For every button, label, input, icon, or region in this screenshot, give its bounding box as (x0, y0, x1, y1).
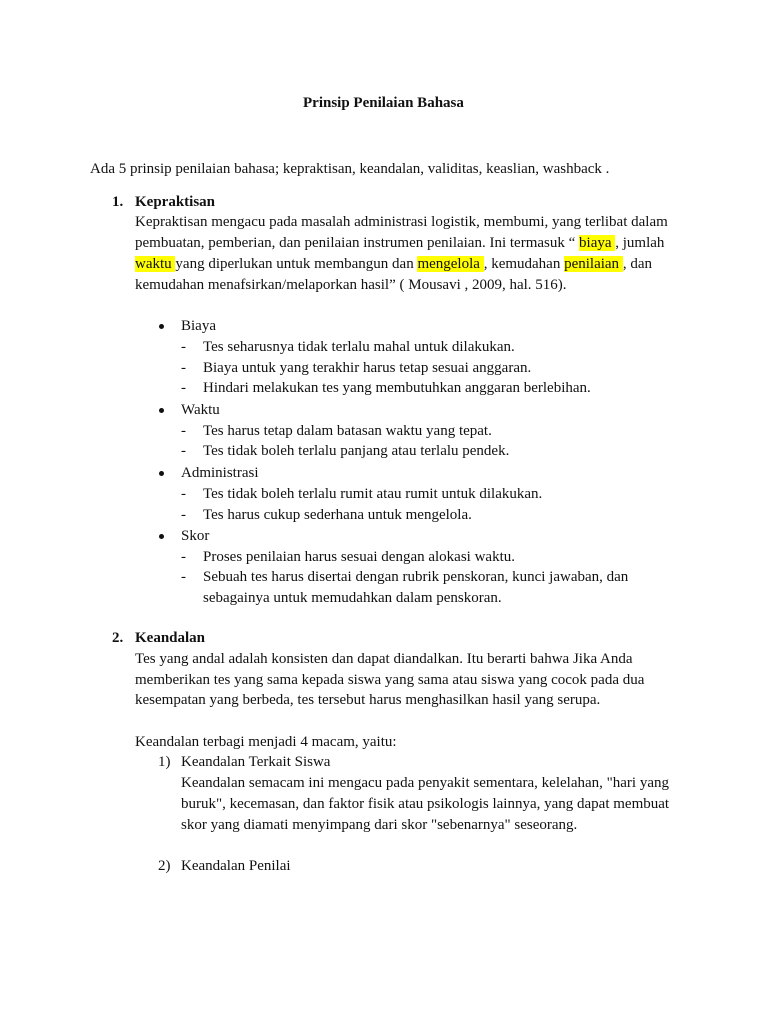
list-item: Hindari melakukan tes yang membutuhkan anggaran berlebihan. (203, 380, 591, 396)
dash-marker: - (181, 549, 186, 565)
highlight-biaya: biaya (579, 235, 616, 251)
list-item: Sebuah tes harus disertai dengan rubrik penskoran, kunci jawaban, dan (203, 569, 629, 585)
dash-marker: - (181, 486, 186, 502)
section-2-subintro: Keandalan terbagi menjadi 4 macam, yaitu: (135, 734, 397, 750)
list-item: Tes seharusnya tidak terlalu mahal untuk dilakukan. (203, 339, 515, 355)
subitem-paragraph-line: Keandalan semacam ini mengacu pada penyakit sementara, kelelahan, "hari yang (181, 775, 669, 791)
dash-marker: - (181, 507, 186, 523)
list-item: Tes tidak boleh terlalu panjang atau terlalu pendek. (203, 443, 510, 459)
section-1-paragraph-line: kemudahan menafsirkan/melaporkan hasil” ( Mousavi , 2009, hal. 516). (135, 277, 567, 293)
list-item: Biaya untuk yang terakhir harus tetap sesuai anggaran. (203, 360, 532, 376)
subitem-title: Keandalan Penilai (181, 858, 291, 874)
section-1-paragraph-line (135, 233, 664, 253)
subitem-number: 1) (158, 754, 171, 770)
text-run: yang diperlukan untuk membangun dan (175, 256, 418, 272)
bullet-icon (159, 408, 164, 413)
section-2-heading: Keandalan (135, 630, 206, 646)
dash-marker: - (181, 423, 186, 439)
dash-marker: - (181, 380, 186, 396)
bullet-skor: Skor (181, 528, 210, 544)
subitem-number: 2) (158, 858, 171, 874)
text-run: , kemudahan (483, 256, 565, 272)
bullet-biaya: Biaya (181, 318, 216, 334)
section-2-paragraph-line: Tes yang andal adalah konsisten dan dapat diandalkan. Itu berarti bahwa Jika Anda (135, 651, 633, 667)
intro-paragraph: Ada 5 prinsip penilaian bahasa; kepraktisan, keandalan, validitas, keaslian, washback . (90, 161, 610, 177)
highlight-mengelola: mengelola (417, 256, 484, 272)
dash-marker: - (181, 569, 186, 585)
bullet-administrasi: Administrasi (181, 465, 259, 481)
section-2-number: 2. (112, 630, 124, 646)
section-1-number: 1. (112, 194, 124, 210)
section-2-paragraph-line: kesempatan yang berbeda, tes tersebut harus menghasilkan hasil yang serupa. (135, 692, 601, 708)
highlight-penilaian: penilaian (564, 256, 623, 272)
text-run: , jumlah (615, 235, 665, 251)
subitem-paragraph-line: buruk", kecemasan, dan faktor fisik atau psikologis lainnya, yang dapat membuat (181, 796, 670, 812)
list-item: Proses penilaian harus sesuai dengan alokasi waktu. (203, 549, 516, 565)
bullet-waktu: Waktu (181, 402, 220, 418)
subitem-paragraph-line: skor yang diamati menyimpang dari skor "sebenarnya" seseorang. (181, 817, 578, 833)
subitem-title: Keandalan Terkait Siswa (181, 754, 331, 770)
bullet-icon (159, 324, 164, 329)
dash-marker: - (181, 443, 186, 459)
section-1-heading: Kepraktisan (135, 194, 216, 210)
dash-marker: - (181, 360, 186, 376)
list-item: sebagainya untuk memudahkan dalam penskoran. (203, 590, 502, 606)
section-1-paragraph-line (135, 254, 652, 274)
list-item: Tes harus tetap dalam batasan waktu yang tepat. (203, 423, 492, 439)
bullet-icon (159, 471, 164, 476)
list-item: Tes tidak boleh terlalu rumit atau rumit untuk dilakukan. (203, 486, 543, 502)
text-run: , dan (622, 256, 652, 272)
bullet-icon (159, 534, 164, 539)
document-title: Prinsip Penilaian Bahasa (303, 95, 464, 111)
section-2-paragraph-line: memberikan tes yang sama kepada siswa yang sama atau siswa yang cocok pada dua (135, 672, 645, 688)
dash-marker: - (181, 339, 186, 355)
highlight-waktu: waktu (135, 256, 176, 272)
list-item: Tes harus cukup sederhana untuk mengelola. (203, 507, 472, 523)
text-run: pembuatan, pemberian, dan penilaian instrumen penilaian. Ini termasuk “ (135, 235, 580, 251)
section-1-paragraph-line: Kepraktisan mengacu pada masalah administrasi logistik, membumi, yang terlibat dalam (135, 214, 668, 230)
